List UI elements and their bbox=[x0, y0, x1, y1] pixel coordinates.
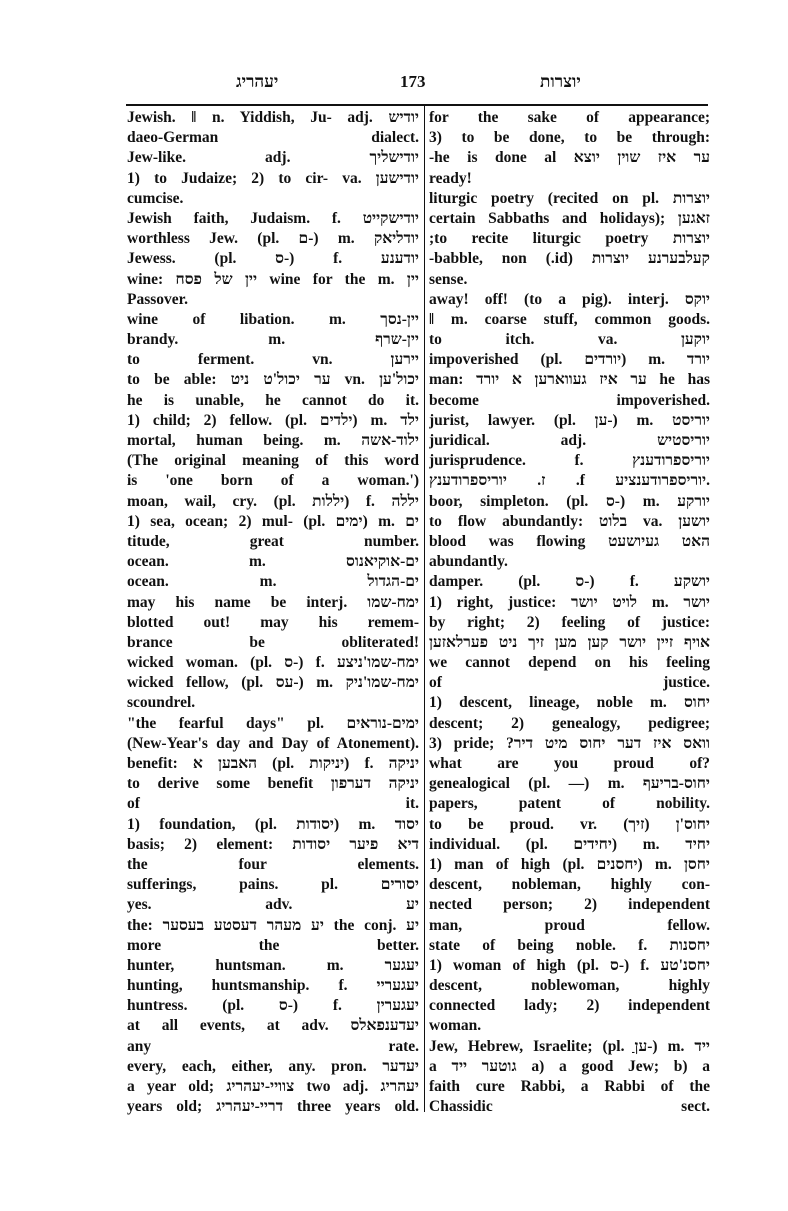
dictionary-line: the four elements. bbox=[127, 855, 419, 873]
header-left-word: יעהריג bbox=[236, 72, 279, 91]
dictionary-line: away! off! (to a pig). interj. יוקס bbox=[429, 290, 710, 308]
dictionary-line: man: ער איז געווארען א יורד he has bbox=[429, 371, 710, 389]
dictionary-line: Jewess. (pl. ס-) f. יודענע bbox=[127, 250, 419, 268]
dictionary-line: 1) sea, ocean; 2) mul- (pl. ימים) m. ים bbox=[127, 512, 419, 530]
dictionary-line: האט געיושעט blood was flowing bbox=[429, 532, 710, 550]
dictionary-line: אויף זיין יושר קען מען זיך ניט פערלאזען bbox=[429, 633, 710, 651]
dictionary-line: huntress. (pl. ס-) f. יעגערין bbox=[127, 997, 419, 1015]
dictionary-line: descent; 2) genealogy, pedigree; bbox=[429, 714, 710, 732]
dictionary-line: titude, great number. bbox=[127, 532, 419, 550]
dictionary-line: a year old; צוויי-יעהריג two adj. יעהריג bbox=[127, 1078, 419, 1095]
dictionary-line: become impoverished. bbox=[429, 391, 710, 409]
dictionary-line: what are you proud of? bbox=[429, 755, 710, 772]
dictionary-line: the: יע מעהר דעסטע בעסער the conj. יע bbox=[127, 916, 419, 934]
dictionary-line: Jew-like. adj. יודישליך bbox=[127, 149, 419, 167]
dictionary-line: of it. bbox=[127, 795, 419, 813]
dictionary-line: 3) pride; ?וואס איז דער יחוס מיט דיר bbox=[429, 734, 710, 752]
header-right-word: יוצרות bbox=[540, 72, 581, 91]
dictionary-line: יניקה דערפון to derive some benefit bbox=[127, 775, 419, 793]
dictionary-line: cumcise. bbox=[127, 189, 184, 207]
dictionary-line: state of being noble. f. יחסנות bbox=[429, 936, 710, 954]
dictionary-line: (New-Year's day and Day of Atonement). bbox=[127, 734, 419, 752]
dictionary-line: wine of libation. m. יין-נסך bbox=[127, 310, 419, 328]
dictionary-line: to be able: ער יכול'ט ניט vn. יכול'ען bbox=[127, 371, 419, 389]
dictionary-line: descent, noblewoman, highly bbox=[429, 977, 710, 995]
dictionary-line: connected lady; 2) independent bbox=[429, 997, 710, 1015]
dictionary-line: genealogical (pl. —) m. יחוס-בריעף bbox=[429, 775, 710, 793]
dictionary-line: 1) right, justice: לויט יושר m. יושר bbox=[429, 593, 710, 611]
dictionary-line: scoundrel. bbox=[127, 694, 196, 712]
dictionary-line: moan, wail, cry. (pl. יללות) f. יללה bbox=[127, 492, 419, 510]
dictionary-line: Jewish faith, Judaism. f. יודישקייט bbox=[127, 209, 419, 227]
dictionary-line: descent, nobleman, highly con- bbox=[429, 876, 710, 894]
dictionary-line: blotted out! may his remem- bbox=[127, 613, 419, 631]
dictionary-line: by right; 2) feeling of justice: bbox=[429, 613, 710, 631]
left-column bbox=[127, 108, 419, 1117]
dictionary-line: יוצרות to recite liturgic poetry; bbox=[429, 230, 710, 248]
dictionary-line: (The original meaning of this word bbox=[127, 452, 419, 470]
dictionary-line: sufferings, pains. pl. יסורים bbox=[127, 876, 419, 894]
dictionary-line: basis; 2) element: דיא פיער יסודות bbox=[127, 835, 419, 853]
dictionary-line: 3) to be done, to be through: bbox=[429, 129, 710, 147]
dictionary-line: we cannot depend on his feeling bbox=[429, 654, 710, 672]
dictionary-line: jurist, lawyer. (pl. ען-) m. יוריסט bbox=[429, 411, 710, 429]
dictionary-line: yes. adv. יע bbox=[127, 896, 419, 914]
dictionary-line: worthless Jew. (pl. ם-) m. יודליאק bbox=[127, 230, 419, 248]
dictionary-line: hunting, huntsmanship. f. יעגעריי bbox=[127, 977, 419, 995]
dictionary-line: certain Sabbaths and holidays); זאגען bbox=[429, 209, 710, 227]
dictionary-line: may his name be interj. ימח-שמו bbox=[127, 593, 419, 611]
dictionary-line: .יוריספרודענציע f. ז. יוריספרודענץ bbox=[429, 472, 710, 490]
dictionary-line: benefit: האבען א (pl. יניקות) f. יניקה bbox=[127, 755, 419, 772]
dictionary-line: ער איז שוין יוצא he is done al- bbox=[429, 149, 710, 167]
dictionary-line: wicked fellow, (pl. עס-) m. ימח-שמו'ניק bbox=[127, 674, 419, 692]
dictionary-line: daeo-German dialect. bbox=[127, 129, 419, 147]
dictionary-line: for the sake of appearance; bbox=[429, 109, 710, 126]
dictionary-line: wicked woman. (pl. ס-) f. ימח-שמו'ניצע bbox=[127, 654, 419, 672]
dictionary-line: ready! bbox=[429, 169, 472, 187]
dictionary-line: liturgic poetry (recited on pl. יוצרות bbox=[429, 189, 710, 207]
dictionary-line: a גוטער ייד a) a good Jew; b) a bbox=[429, 1057, 710, 1075]
dictionary-line: more the better. bbox=[127, 936, 419, 954]
dictionary-line: damper. (pl. ס-) f. יושקע bbox=[429, 573, 710, 591]
dictionary-line: Chassidic sect. bbox=[429, 1098, 710, 1116]
dictionary-line: he is unable, he cannot do it. bbox=[127, 391, 419, 409]
dictionary-line: ocean. m. ים-אוקיאנוס bbox=[127, 553, 419, 571]
dictionary-line: קעלבערנע יוצרות (id.) babble, non- bbox=[429, 250, 710, 268]
dictionary-line: hunter, huntsman. m. יעגער bbox=[127, 956, 419, 974]
right-column bbox=[429, 108, 710, 1117]
dictionary-line: is 'one born of a woman.') bbox=[127, 472, 419, 490]
dictionary-line: individual. (pl. יחידים) m. יחיד bbox=[429, 835, 710, 853]
dictionary-line: sense. bbox=[429, 270, 468, 288]
dictionary-line: jurisprudence. f. יוריספרודענץ bbox=[429, 452, 710, 470]
dictionary-line: brance be obliterated! bbox=[127, 633, 419, 651]
header-rule bbox=[126, 104, 708, 106]
dictionary-line: every, each, either, any. pron. יעדער bbox=[127, 1057, 419, 1075]
dictionary-line: 1) descent, lineage, noble m. יחוס bbox=[429, 694, 710, 712]
dictionary-line: to ferment. vn. יירען bbox=[127, 351, 419, 369]
dictionary-line: Passover. bbox=[127, 290, 188, 308]
dictionary-line: faith cure Rabbi, a Rabbi of the bbox=[429, 1078, 710, 1095]
dictionary-line: man, proud fellow. bbox=[429, 916, 710, 934]
dictionary-line: impoverished (pl. יורדים) m. יורד bbox=[429, 351, 710, 369]
dictionary-line: at all events, at adv. יעדענפאלס bbox=[127, 1017, 419, 1035]
dictionary-line: Jewish. ‖ n. Yiddish, Ju- adj. יודיש bbox=[127, 109, 419, 126]
dictionary-line: juridical. adj. יוריסטיש bbox=[429, 432, 710, 449]
dictionary-line: ‖ m. coarse stuff, common goods. bbox=[429, 310, 710, 328]
dictionary-line: nected person; 2) independent bbox=[429, 896, 710, 914]
column-divider bbox=[424, 106, 425, 1112]
dictionary-line: 1) woman of high (pl. ס-) f. יחסנ'טע bbox=[429, 956, 710, 974]
dictionary-line: years old; דריי-יעהריג three years old. bbox=[127, 1098, 419, 1116]
dictionary-line: 1) child; 2) fellow. (pl. ילדים) m. ילד bbox=[127, 411, 419, 429]
dictionary-line: to itch. va. יוקען bbox=[429, 331, 710, 349]
dictionary-line: 1) foundation, (pl. יסודות) m. יסוד bbox=[127, 815, 419, 833]
dictionary-line: to be proud. vr. (זיך) יחוס'ן bbox=[429, 815, 710, 833]
page-number: 173 bbox=[400, 72, 426, 91]
dictionary-line: papers, patent of nobility. bbox=[429, 795, 710, 813]
dictionary-line: "the fearful days" pl. ימים-נוראים bbox=[127, 714, 419, 732]
dictionary-line: brandy. m. יין-שרף bbox=[127, 331, 419, 349]
dictionary-line: any rate. bbox=[127, 1037, 419, 1055]
dictionary-line: to flow abundantly: בלוט va. יושען bbox=[429, 512, 710, 530]
dictionary-line: ocean. m. ים-הגדול bbox=[127, 573, 419, 591]
dictionary-line: boor, simpleton. (pl. ס-) m. יורקע bbox=[429, 492, 710, 510]
dictionary-line: woman. bbox=[429, 1017, 482, 1035]
dictionary-line: Jew, Hebrew, Israelite; (pl. עןַ-) m. ייד bbox=[429, 1037, 710, 1055]
dictionary-line: of justice. bbox=[429, 674, 710, 692]
dictionary-line: abundantly. bbox=[429, 553, 508, 571]
dictionary-line: wine: יין של פסח wine for the m. יין bbox=[127, 270, 419, 288]
dictionary-line: mortal, human being. m. ילוד-אשה bbox=[127, 432, 419, 449]
dictionary-line: 1) man of high (pl. יחסנים) m. יחסן bbox=[429, 855, 710, 873]
dictionary-line: 1) to Judaize; 2) to cir- va. יודישען bbox=[127, 169, 419, 187]
